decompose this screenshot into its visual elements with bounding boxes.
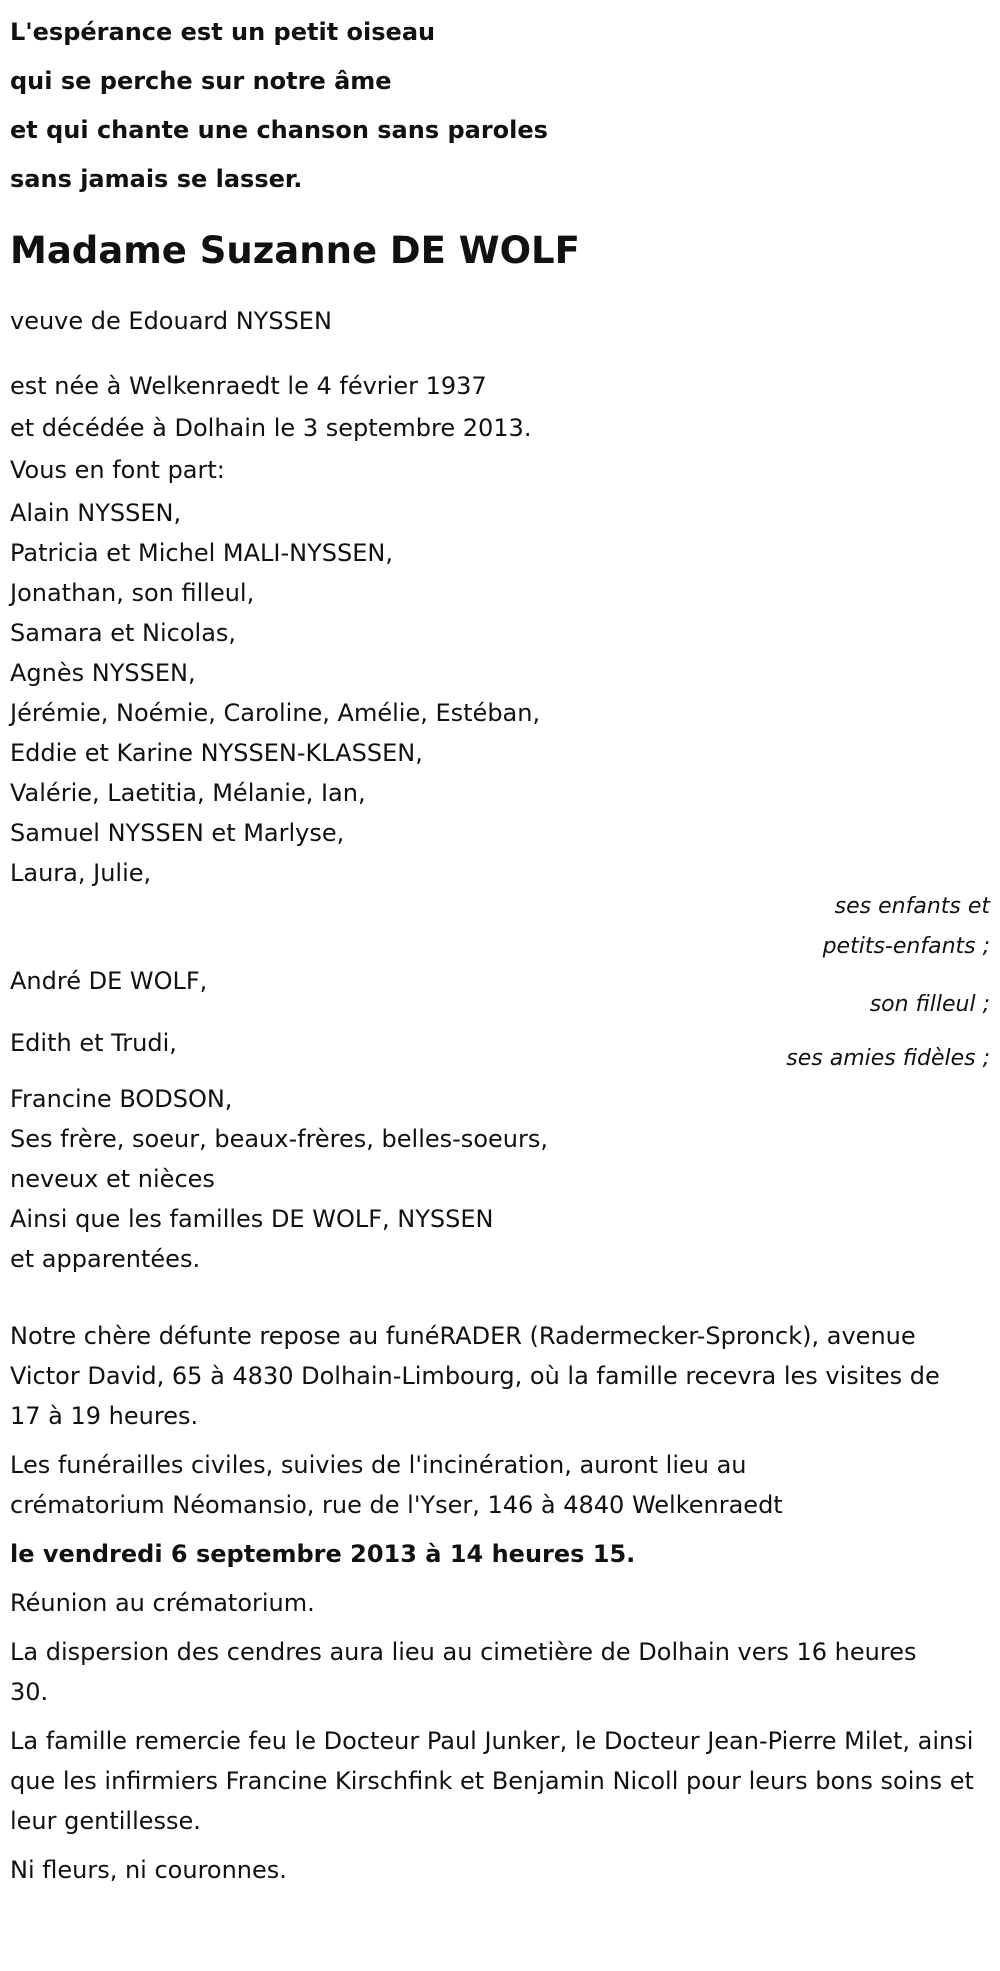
poem-line: et qui chante une chanson sans paroles [10, 116, 548, 144]
death-line: et décédée à Dolhain le 3 septembre 2013. [10, 414, 532, 443]
role-children-2: petits-enfants ; [822, 934, 990, 960]
obituary [10, 0, 990, 1890]
ashes-paragraph: La dispersion des cendres aura lieu au cimetière de Dolhain vers 16 heures 30. [10, 1638, 917, 1707]
family-member: Patricia et Michel MALI-NYSSEN, [10, 539, 393, 568]
family-member: Jérémie, Noémie, Caroline, Amélie, Estéban, [10, 699, 541, 728]
poem-line: L'espérance est un petit oiseau [10, 18, 436, 46]
deceased-name: Madame Suzanne DE WOLF [10, 229, 580, 272]
others-line: et apparentées. [10, 1245, 201, 1274]
poem-line: sans jamais se lasser. [10, 165, 303, 193]
funeral-paragraph: Les funérailles civiles, suivies de l'incinération, auront lieu au crématorium Néomansio, rue de l'Yser, 146 à 4840 Welkenraedt [10, 1451, 783, 1520]
family-member: Samuel NYSSEN et Marlyse, [10, 819, 345, 848]
godson-name: André DE WOLF, [10, 967, 208, 996]
others-line: Ainsi que les familles DE WOLF, NYSSEN [10, 1205, 494, 1234]
family-list [10, 493, 990, 893]
friends-row [10, 1011, 990, 1072]
family-member: Eddie et Karine NYSSEN-KLASSEN, [10, 739, 423, 768]
flowers-line: Ni fleurs, ni couronnes. [10, 1856, 287, 1885]
poem [10, 8, 990, 204]
family-member: Samara et Nicolas, [10, 619, 237, 648]
others-line: neveux et nièces [10, 1165, 215, 1194]
family-member: Laura, Julie, [10, 859, 152, 888]
family-member: Alain NYSSEN, [10, 499, 182, 528]
birth-line: est née à Welkenraedt le 4 février 1937 [10, 372, 487, 401]
repose-paragraph: Notre chère défunte repose au funéRADER (Radermecker-Spronck), avenue Victor David, 65 à 4830 Dolhain-Limbourg, où la famille recevra les visites de 17 à 19 heures. [10, 1322, 940, 1431]
thanks-paragraph: La famille remercie feu le Docteur Paul Junker, le Docteur Jean-Pierre Milet, ainsi que les infirmiers Francine Kirschfink et Benjamin Nicoll pour leurs bons soins et leur gentillesse. [10, 1727, 974, 1836]
godson-row [10, 957, 990, 1018]
others-list [10, 1079, 990, 1279]
poem-line: qui se perche sur notre âme [10, 67, 392, 95]
family-member: Jonathan, son filleul, [10, 579, 255, 608]
role-children-1: ses enfants et [834, 894, 990, 920]
family-member: Agnès NYSSEN, [10, 659, 196, 688]
friends-name: Edith et Trudi, [10, 1029, 177, 1058]
meeting-line: Réunion au crématorium. [10, 1589, 315, 1618]
announce-line: Vous en font part: [10, 456, 225, 485]
others-line: Francine BODSON, [10, 1085, 233, 1114]
others-line: Ses frère, soeur, beaux-frères, belles-soeurs, [10, 1125, 548, 1154]
funeral-date: le vendredi 6 septembre 2013 à 14 heures 15. [10, 1540, 636, 1569]
widow-line: veuve de Edouard NYSSEN [10, 307, 332, 336]
godson-role: son filleul ; [869, 992, 990, 1018]
family-member: Valérie, Laetitia, Mélanie, Ian, [10, 779, 366, 808]
friends-role: ses amies fidèles ; [786, 1046, 990, 1072]
